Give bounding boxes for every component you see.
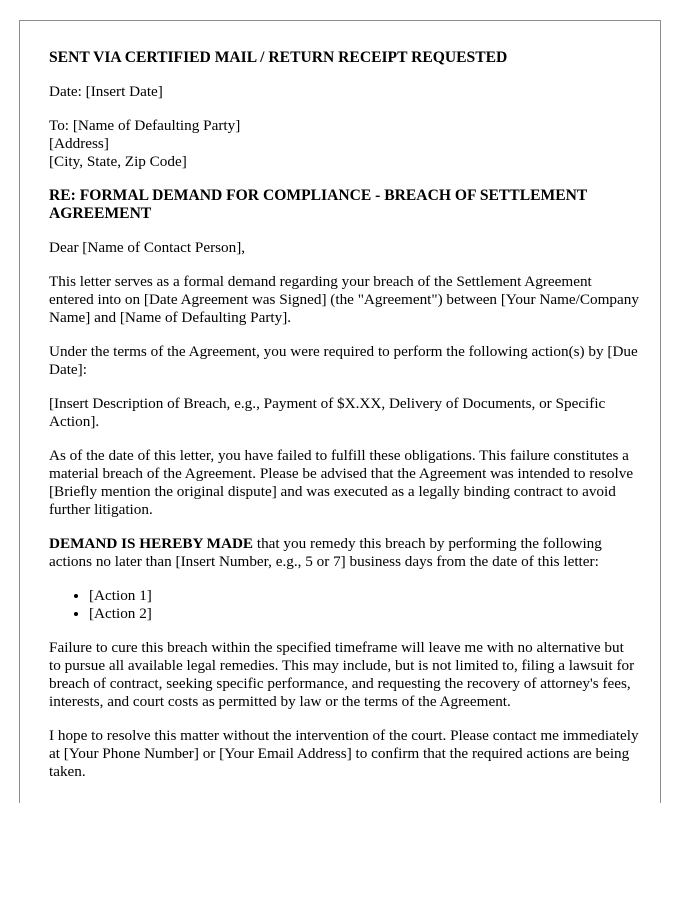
letter-body [49,49,639,797]
demand-rest: that you remedy this breach by performing the following actions no later than [Insert Number, e.g., 5 or 7] business days from the date of this letter: [49,535,602,570]
paragraph-demand [49,535,639,571]
recipient-block [49,117,639,171]
demand-lead: DEMAND IS HEREBY MADE [49,535,254,552]
delivery-header: SENT VIA CERTIFIED MAIL / RETURN RECEIPT REQUESTED [49,49,508,66]
paragraph-failure: As of the date of this letter, you have failed to fulfill these obligations. This failure constitutes a material breach of the Agreement. Please be advised that the Agreement was intended to resolve [Briefly mention the original dispute] and was executed as a legally binding contract to avoid further litigation. [49,447,634,518]
recipient-city: [City, State, Zip Code] [49,153,187,170]
paragraph-breach-description: [Insert Description of Breach, e.g., Payment of $X.XX, Delivery of Documents, or Specific Action]. [49,395,606,430]
list-item: • [Action 1] [89,587,639,605]
date-line: Date: [Insert Date] [49,83,163,100]
recipient-name: To: [Name of Defaulting Party] [49,117,241,134]
letter-page [19,20,661,803]
subject-line: RE: FORMAL DEMAND FOR COMPLIANCE - BREACH OF SETTLEMENT AGREEMENT [49,187,588,222]
paragraph-intro: This letter serves as a formal demand regarding your breach of the Settlement Agreement entered into on [Date Agreement was Signed] (the "Agreement") between [Your Name/Company Name] and [Name of Defaulting Party]. [49,273,639,326]
list-item: • [Action 2] [89,605,639,623]
recipient-address: [Address] [49,135,109,152]
paragraph-terms: Under the terms of the Agreement, you were required to perform the following action(s) by [Due Date]: [49,343,638,378]
actions-list [49,587,639,623]
salutation: Dear [Name of Contact Person], [49,239,246,256]
paragraph-closing: I hope to resolve this matter without the intervention of the court. Please contact me immediately at [Your Phone Number] or [Your Email Address] to confirm that the required actions are being taken. [49,727,639,780]
paragraph-consequences: Failure to cure this breach within the specified timeframe will leave me with no alternative but to pursue all available legal remedies. This may include, but is not limited to, filing a lawsuit for breach of contract, seeking specific performance, and requesting the recovery of attorney's fees, interests, and court costs as permitted by law or the terms of the Agreement. [49,639,635,710]
